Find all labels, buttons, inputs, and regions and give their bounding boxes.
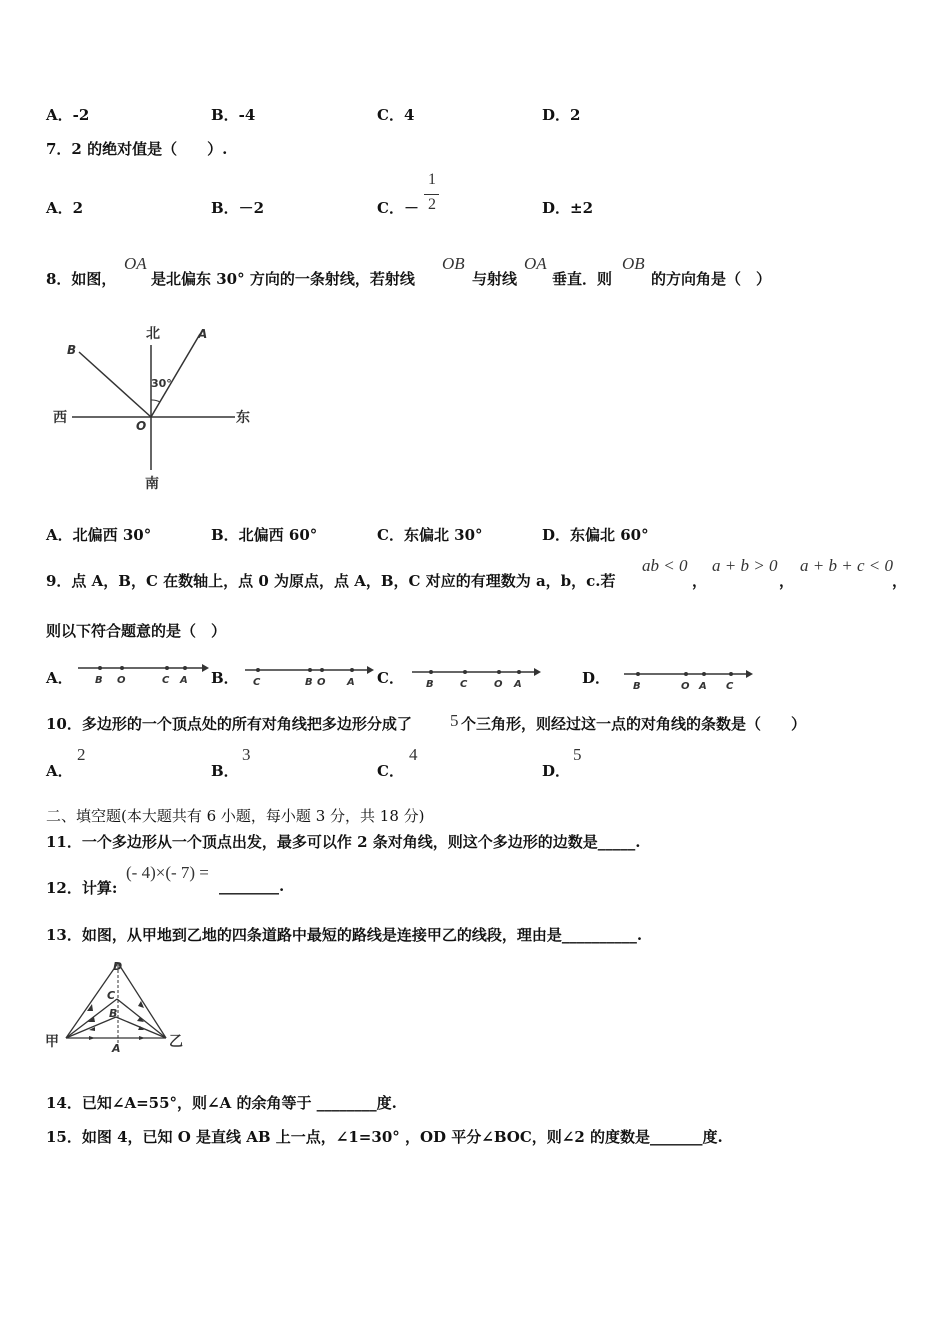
q10-option-c-value: 4 <box>409 745 418 764</box>
q9-axis-a <box>76 660 211 688</box>
q9-comma-1: ， <box>692 572 708 590</box>
q9-axis-d <box>622 666 757 694</box>
q13-fig-jia: 甲 <box>45 1034 59 1050</box>
q6-option-c: C．4 <box>377 106 415 124</box>
q8-ob-2: OB <box>622 254 645 273</box>
q9-a-label-2: O <box>117 675 126 686</box>
q9-d-label-4: C <box>726 681 734 692</box>
q9-axis-c <box>410 664 545 692</box>
q9-c-label-4: A <box>514 679 522 690</box>
q6-option-d: D．2 <box>542 106 581 124</box>
q15: 15．如图 4，已知 O 是直线 AB 上一点，∠1=30° ，OD 平分∠BOC，则∠2 的度数是_______度. <box>46 1128 723 1146</box>
q9-a-label-3: C <box>162 675 170 686</box>
q9-b-label-1: C <box>253 677 261 688</box>
section-2-heading: 二、填空题(本大题共有 6 小题，每小题 3 分，共 18 分) <box>46 807 425 825</box>
q8-fig-label-b: B <box>67 343 77 357</box>
q9-axis-b <box>243 662 378 690</box>
q7-frac-bar <box>424 194 439 195</box>
q8-fig-west: 西 <box>53 410 67 426</box>
q9-condition-3: a + b + c < 0 <box>800 556 893 575</box>
q9-b-label-4: A <box>347 677 355 688</box>
q9-b-label-3: O <box>317 677 326 688</box>
q7-option-a: A．2 <box>46 199 84 217</box>
q9-b-label-2: B <box>305 677 313 688</box>
q9-option-c: C． <box>377 669 404 687</box>
q6-option-a: A．-2 <box>46 106 90 124</box>
q7-frac-denominator: 2 <box>428 196 436 213</box>
q6-option-b: B．-4 <box>211 106 256 124</box>
q8-fig-east: 东 <box>236 410 250 426</box>
q7-option-b: B．－2 <box>211 199 265 217</box>
q13-route-figure <box>40 955 190 1055</box>
q13-fig-b: B <box>109 1007 118 1020</box>
q13-fig-c: C <box>107 989 116 1002</box>
q8-fig-label-a: A <box>198 327 208 341</box>
q10-option-b-value: 3 <box>242 745 251 764</box>
q10-option-d: D． <box>542 762 571 780</box>
q9-condition-1: ab < 0 <box>642 556 688 575</box>
q9-condition-2: a + b > 0 <box>712 556 778 575</box>
q8-fig-south: 南 <box>145 476 159 492</box>
q8-fig-label-o: O <box>136 419 147 433</box>
q12-prefix: 12．计算: <box>46 879 118 897</box>
q8-oa: OA <box>124 254 147 273</box>
q10-option-c: C． <box>377 762 404 780</box>
q10-stem-a: 10．多边形的一个顶点处的所有对角线把多边形分成了 <box>46 715 412 733</box>
q9-c-label-1: B <box>426 679 434 690</box>
q8-text-1: 是北偏东 30° 方向的一条射线，若射线 <box>151 270 415 288</box>
q9-c-label-3: O <box>494 679 503 690</box>
q8-text-4: 的方向角是（ ） <box>651 270 772 288</box>
q10-option-a-value: 2 <box>77 745 86 764</box>
q8-option-b: B．北偏西 60° <box>211 526 318 544</box>
q8-oa-2: OA <box>524 254 547 273</box>
q8-text-2: 与射线 <box>472 270 518 288</box>
q9-a-label-1: B <box>95 675 103 686</box>
q14: 14．已知∠A=55°，则∠A 的余角等于 ________度. <box>46 1094 397 1112</box>
q9-d-label-1: B <box>633 681 641 692</box>
q10-stem-b: 个三角形，则经过这一点的对角线的条数是（ ） <box>461 715 807 733</box>
q10-option-d-value: 5 <box>573 745 582 764</box>
q9-comma-3: ， <box>892 572 908 590</box>
q8-option-a: A．北偏西 30° <box>46 526 152 544</box>
q8-option-c: C．东偏北 30° <box>377 526 483 544</box>
q7-stem: 7．2 的绝对值是（ ）. <box>46 140 228 158</box>
q10-option-b: B． <box>211 762 239 780</box>
q13-fig-yi: 乙 <box>169 1034 183 1050</box>
q13-fig-a: A <box>112 1042 121 1055</box>
q13-stem: 13．如图，从甲地到乙地的四条道路中最短的路线是连接甲乙的线段，理由是__________. <box>46 926 643 944</box>
q12-expression: (- 4)×(- 7) = <box>126 863 209 882</box>
q9-d-label-2: O <box>681 681 690 692</box>
q8-ob: OB <box>442 254 465 273</box>
q9-c-label-2: C <box>460 679 468 690</box>
q9-option-d: D． <box>582 669 611 687</box>
q10-option-a: A． <box>46 762 73 780</box>
q9-stem: 9．点 A，B，C 在数轴上，点 0 为原点，点 A，B，C 对应的有理数为 a，b，c.若 <box>46 572 616 590</box>
q9-line-2: 则以下符合题意的是（ ） <box>46 622 227 640</box>
q8-compass-figure <box>40 318 270 498</box>
q9-option-b: B． <box>211 669 239 687</box>
q9-comma-2: ， <box>779 572 795 590</box>
q9-d-label-3: A <box>699 681 707 692</box>
q9-a-label-4: A <box>180 675 188 686</box>
q9-option-a: A． <box>46 669 73 687</box>
q11: 11．一个多边形从一个顶点出发，最多可以作 2 条对角线，则这个多边形的边数是_____. <box>46 833 641 851</box>
q7-option-c: C．－ <box>377 199 419 217</box>
q8-prefix: 8．如图， <box>46 270 117 288</box>
q7-option-d: D．±2 <box>542 199 594 217</box>
q8-fig-north: 北 <box>146 326 160 342</box>
q7-frac-numerator: 1 <box>428 171 436 188</box>
q8-option-d: D．东偏北 60° <box>542 526 649 544</box>
q10-n: 5 <box>450 711 459 730</box>
q8-text-3: 垂直．则 <box>552 270 613 288</box>
q8-fig-angle: 30° <box>151 377 172 390</box>
q13-fig-d: D <box>113 960 123 973</box>
q12-blank: ________. <box>219 877 285 895</box>
